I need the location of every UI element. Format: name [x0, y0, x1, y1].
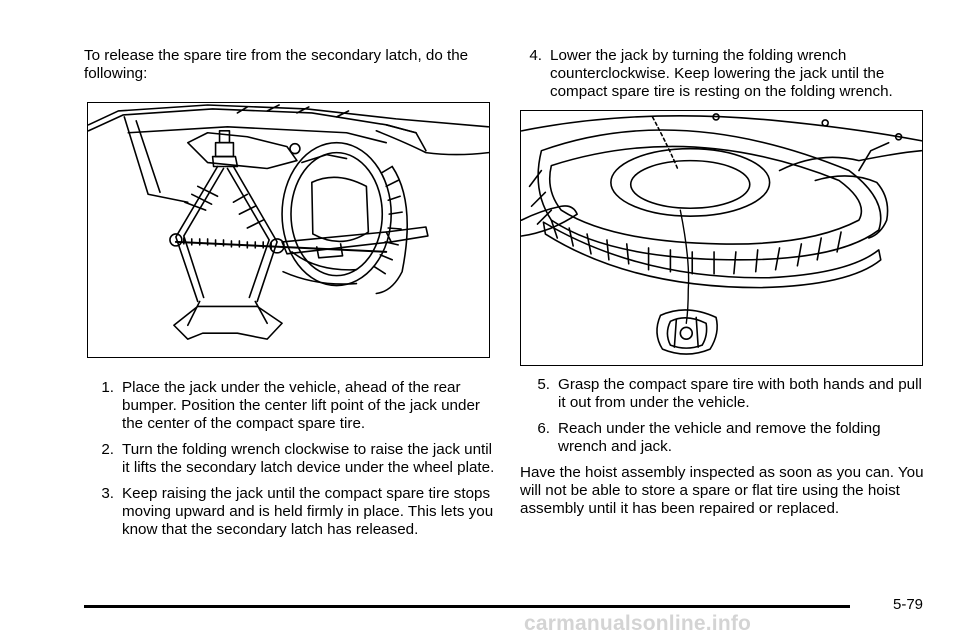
step-text: Reach under the vehicle and remove the folding wrench and jack.: [558, 420, 881, 455]
step-number: 1.: [101, 379, 114, 396]
step-text: Lower the jack by turning the folding wrench counterclockwise. Keep lowering the jack until the compact spare tire is resting on the folding wrench.: [550, 47, 893, 100]
step-6: [520, 420, 932, 456]
step-text: Place the jack under the vehicle, ahead of the rear bumper. Position the center lift point of the jack under the center of the compact spare tire.: [122, 379, 480, 432]
step-4: [512, 47, 932, 101]
step-2: [84, 441, 496, 477]
page-number: 5-79: [893, 596, 924, 613]
step-3: [84, 485, 496, 539]
footer-rule: [84, 605, 850, 608]
jack-illustration: [87, 102, 490, 358]
right-column: [520, 47, 932, 518]
step-number: 6.: [537, 420, 550, 437]
step-1: [84, 379, 496, 433]
step-text: Grasp the compact spare tire with both hands and pull it out from under the vehicle.: [558, 376, 922, 411]
step-text: Turn the folding wrench clockwise to raise the jack until it lifts the secondary latch device under the wheel plate.: [122, 441, 495, 476]
step-number: 5.: [537, 376, 550, 393]
intro-paragraph: To release the spare tire from the secondary latch, do the following:: [84, 47, 469, 82]
step-text: Keep raising the jack until the compact spare tire stops moving upward and is held firmly in place. This lets you know that the secondary latch has released.: [122, 485, 494, 538]
step-number: 4.: [529, 47, 542, 64]
left-column: [84, 47, 496, 547]
spare-tire-illustration: [520, 110, 923, 366]
watermark: carmanualsonline.info: [524, 612, 752, 635]
closing-paragraph: Have the hoist assembly inspected as soon as you can. You will not be able to store a spare or flat tire using the hoist assembly until it has been repaired or replaced.: [520, 464, 924, 517]
step-5: [520, 376, 932, 412]
step-number: 3.: [101, 485, 114, 502]
step-number: 2.: [101, 441, 114, 458]
